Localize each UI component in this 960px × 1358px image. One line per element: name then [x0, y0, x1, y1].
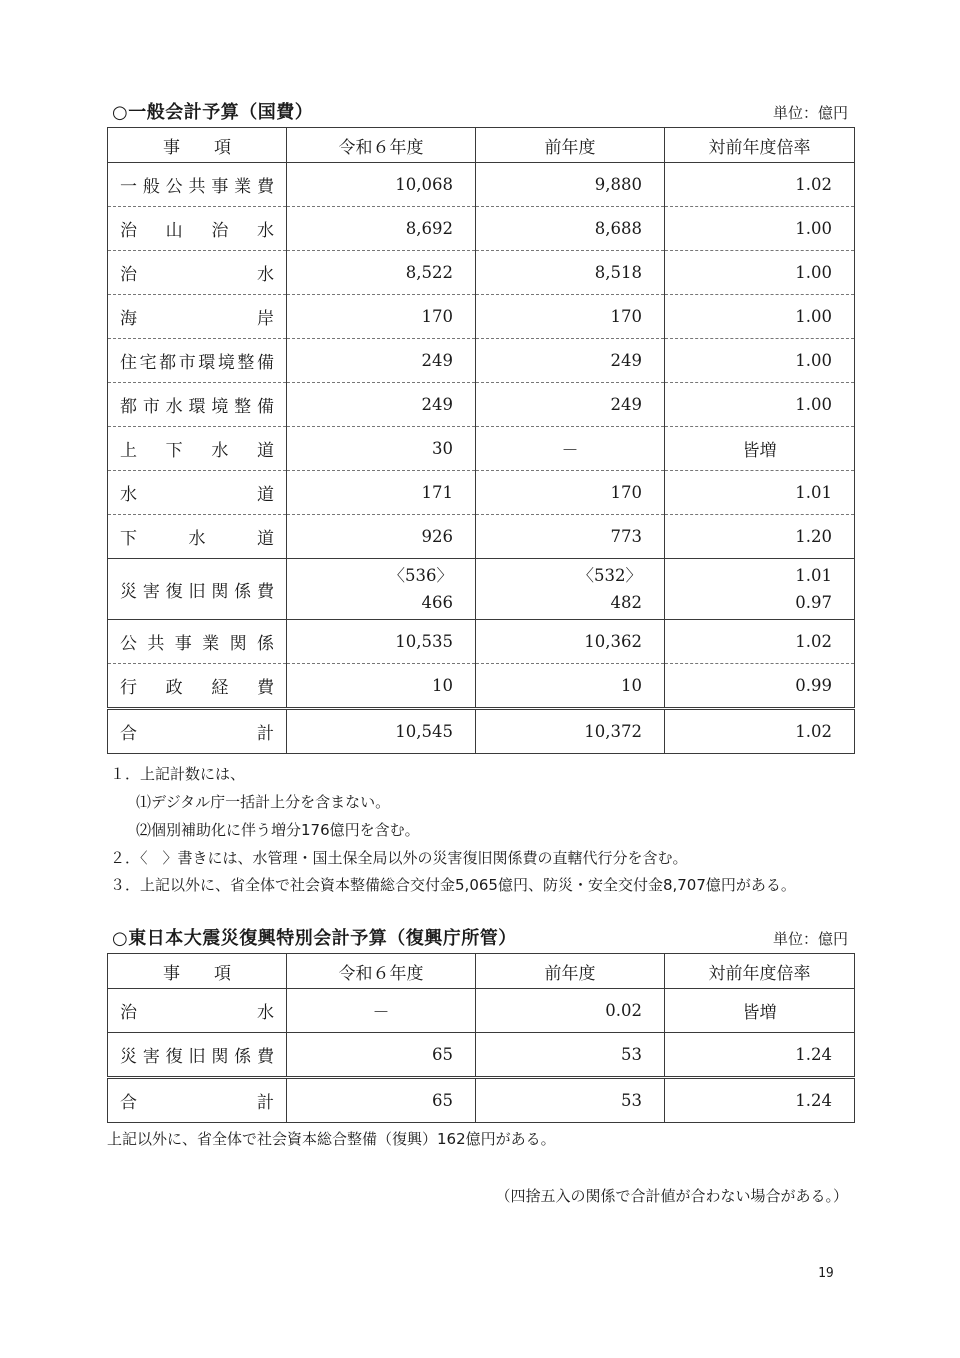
previous-year-value-main: 482 [610, 593, 642, 612]
row-label: 上 下 水 道 [108, 427, 287, 471]
previous-year-value: 53 [476, 1078, 665, 1123]
row-label: 公 共 事 業 関 係 [108, 620, 287, 664]
current-year-value: 8,522 [287, 251, 476, 295]
ratio-value: 1.02 [665, 163, 855, 207]
ratio-value: 皆増 [665, 989, 855, 1033]
row-label: 治 水 [108, 251, 287, 295]
current-year-value [287, 559, 476, 620]
note-2: ２．〈 〉書きには、水管理・国土保全局以外の災害復旧関係費の直轄代行分を含む。 [110, 849, 688, 867]
current-year-value: 10 [287, 664, 476, 709]
note-1-1: ⑴デジタル庁一括計上分を含まない。 [136, 793, 391, 811]
ratio-value: 1.00 [665, 383, 855, 427]
table-row [108, 1033, 855, 1078]
table-row [108, 163, 855, 207]
ratio-value-main: 0.97 [795, 593, 832, 612]
ratio-value: 1.00 [665, 295, 855, 339]
table-row [108, 295, 855, 339]
current-year-value: 65 [287, 1078, 476, 1123]
table-row [108, 383, 855, 427]
header-item: 事 項 [108, 954, 287, 989]
table-row [108, 207, 855, 251]
previous-year-value: 10,362 [476, 620, 665, 664]
current-year-value: 30 [287, 427, 476, 471]
current-year-value: 65 [287, 1033, 476, 1078]
current-year-value: 171 [287, 471, 476, 515]
previous-year-value: 170 [476, 295, 665, 339]
note-3: ３．上記以外に、省全体で社会資本整備総合交付金5,065億円、防災・安全交付金8,707億円がある。 [110, 876, 796, 894]
table-row [108, 515, 855, 559]
general-account-table [107, 127, 855, 754]
header-ratio: 対前年度倍率 [665, 128, 855, 163]
previous-year-value: 8,688 [476, 207, 665, 251]
section1-unit: 単位：億円 [772, 104, 848, 122]
row-label: 水 道 [108, 471, 287, 515]
ratio-value: 1.00 [665, 251, 855, 295]
current-year-value: 170 [287, 295, 476, 339]
table-row [108, 471, 855, 515]
section2-unit: 単位：億円 [772, 930, 848, 948]
previous-year-value: 10,372 [476, 709, 665, 754]
ratio-value: 1.02 [665, 709, 855, 754]
previous-year-value: 170 [476, 471, 665, 515]
section1-title: ○一般会計予算（国費） [112, 102, 314, 123]
row-label: 都 市 水 環 境 整 備 [108, 383, 287, 427]
row-label: 治 山 治 水 [108, 207, 287, 251]
ratio-value: 1.24 [665, 1078, 855, 1123]
table-row [108, 664, 855, 709]
header-ratio: 対前年度倍率 [665, 954, 855, 989]
ratio-value: 皆増 [665, 427, 855, 471]
row-label: 治 水 [108, 989, 287, 1033]
ratio-value: 1.20 [665, 515, 855, 559]
previous-year-value: 249 [476, 339, 665, 383]
current-year-value: 249 [287, 383, 476, 427]
row-label: 合 計 [108, 1078, 287, 1123]
table-row [108, 559, 855, 620]
row-label: 住 宅 都 市 環 境 整 備 [108, 339, 287, 383]
section2-title: ○東日本大震災復興特別会計予算（復興庁所管） [112, 928, 517, 949]
current-year-value: 10,535 [287, 620, 476, 664]
previous-year-value-bracketed: 〈532〉 [577, 566, 642, 585]
row-label: 海 岸 [108, 295, 287, 339]
row-label: 行 政 経 費 [108, 664, 287, 709]
current-year-value: － [287, 989, 476, 1033]
current-year-value-main: 466 [421, 593, 453, 612]
ratio-value [665, 559, 855, 620]
row-label: 合 計 [108, 709, 287, 754]
row-label: 下 水 道 [108, 515, 287, 559]
current-year-value: 10,068 [287, 163, 476, 207]
current-year-value: 926 [287, 515, 476, 559]
previous-year-value: － [476, 427, 665, 471]
section2-note: 上記以外に、省全体で社会資本総合整備（復興）162億円がある。 [107, 1130, 556, 1148]
previous-year-value: 8,518 [476, 251, 665, 295]
row-label: 災 害 復 旧 関 係 費 [108, 1033, 287, 1078]
ratio-value: 1.00 [665, 207, 855, 251]
reconstruction-account-table [107, 953, 855, 1123]
row-label: 災 害 復 旧 関 係 費 [108, 559, 287, 620]
header-item: 事 項 [108, 128, 287, 163]
table-row [108, 620, 855, 664]
table-row [108, 251, 855, 295]
previous-year-value: 0.02 [476, 989, 665, 1033]
note-1: １．上記計数には、 [110, 765, 246, 783]
table-row [108, 427, 855, 471]
current-year-value-bracketed: 〈536〉 [388, 566, 453, 585]
total-row [108, 1078, 855, 1123]
rounding-footnote: （四捨五入の関係で合計値が合わない場合がある。） [495, 1187, 848, 1205]
header-current-year: 令和６年度 [287, 954, 476, 989]
current-year-value: 8,692 [287, 207, 476, 251]
previous-year-value: 773 [476, 515, 665, 559]
row-label: 一 般 公 共 事 業 費 [108, 163, 287, 207]
table-row [108, 339, 855, 383]
ratio-value: 0.99 [665, 664, 855, 709]
previous-year-value [476, 559, 665, 620]
previous-year-value: 53 [476, 1033, 665, 1078]
previous-year-value: 9,880 [476, 163, 665, 207]
current-year-value: 10,545 [287, 709, 476, 754]
current-year-value: 249 [287, 339, 476, 383]
header-previous-year: 前年度 [476, 128, 665, 163]
header-current-year: 令和６年度 [287, 128, 476, 163]
ratio-value-bracketed: 1.01 [795, 566, 832, 585]
ratio-value: 1.01 [665, 471, 855, 515]
ratio-value: 1.00 [665, 339, 855, 383]
previous-year-value: 10 [476, 664, 665, 709]
previous-year-value: 249 [476, 383, 665, 427]
page-number: 19 [818, 1266, 834, 1281]
ratio-value: 1.02 [665, 620, 855, 664]
total-row [108, 709, 855, 754]
header-previous-year: 前年度 [476, 954, 665, 989]
table-row [108, 989, 855, 1033]
ratio-value: 1.24 [665, 1033, 855, 1078]
note-1-2: ⑵個別補助化に伴う増分176億円を含む。 [136, 821, 420, 839]
